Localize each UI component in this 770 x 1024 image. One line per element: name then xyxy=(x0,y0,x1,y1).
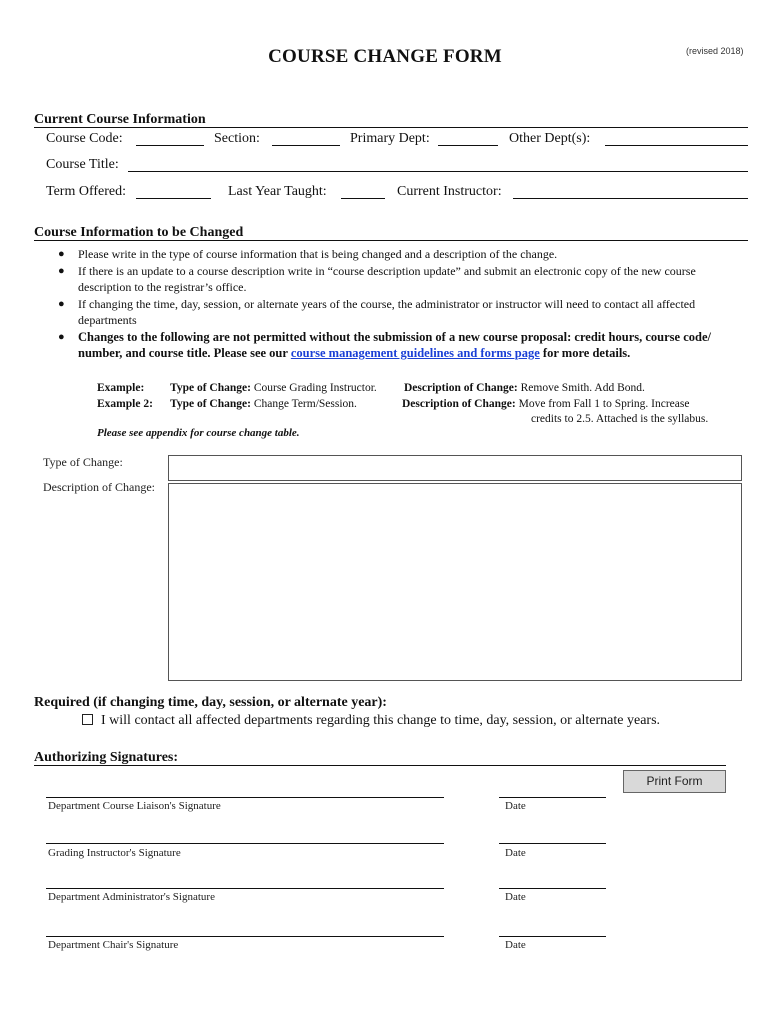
contact-departments-checkbox[interactable] xyxy=(82,714,93,725)
section-label: Section: xyxy=(214,131,260,146)
course-code-field[interactable] xyxy=(136,132,204,146)
current-course-heading: Current Course Information xyxy=(34,112,206,127)
primary-dept-label: Primary Dept: xyxy=(350,131,430,146)
page-title: COURSE CHANGE FORM xyxy=(268,46,502,67)
other-dept-label: Other Dept(s): xyxy=(509,131,591,146)
last-year-taught-field[interactable] xyxy=(341,185,385,199)
last-year-taught-label: Last Year Taught: xyxy=(228,184,327,199)
instructor-date-line[interactable] xyxy=(499,843,606,844)
administrator-signature-line[interactable] xyxy=(46,888,444,889)
administrator-date-line[interactable] xyxy=(499,888,606,889)
bullet-icon: ● xyxy=(58,264,65,277)
current-instructor-field[interactable] xyxy=(513,185,748,199)
example2-desc: Description of Change: Move from Fall 1 to Spring. Increase xyxy=(402,398,690,410)
type-of-change-input[interactable] xyxy=(168,455,742,481)
liaison-signature-line[interactable] xyxy=(46,797,444,798)
list-item: ● Changes to the following are not permitted without the submission of a new course proposal: credit hours, course code/ number, and course title. Please see our course management guidelines and forms page for more details. xyxy=(58,329,711,360)
section-field[interactable] xyxy=(272,132,340,146)
signatures-rule xyxy=(34,765,726,766)
primary-dept-field[interactable] xyxy=(438,132,498,146)
example2-desc-cont: credits to 2.5. Attached is the syllabus. xyxy=(531,413,709,425)
liaison-signature-label: Department Course Liaison's Signature xyxy=(48,800,221,812)
list-item: ● Please write in the type of course information that is being changed and a description of the change. xyxy=(58,247,558,261)
type-of-change-label: Type of Change: xyxy=(43,455,123,469)
description-textarea[interactable] xyxy=(168,483,742,681)
course-title-field[interactable] xyxy=(128,158,748,172)
print-form-button[interactable]: Print Form xyxy=(623,770,726,793)
chair-date-label: Date xyxy=(505,939,526,951)
change-info-heading: Course Information to be Changed xyxy=(34,225,244,240)
instructor-signature-label: Grading Instructor's Signature xyxy=(48,847,181,859)
change-info-rule xyxy=(34,240,748,241)
course-code-label: Course Code: xyxy=(46,131,123,146)
administrator-date-label: Date xyxy=(505,891,526,903)
instructor-signature-line[interactable] xyxy=(46,843,444,844)
revision-note: (revised 2018) xyxy=(686,46,744,56)
example1-type: Type of Change: Course Grading Instructor. xyxy=(170,382,377,394)
appendix-note: Please see appendix for course change table. xyxy=(97,427,300,439)
other-dept-field[interactable] xyxy=(605,132,748,146)
required-heading: Required (if changing time, day, session, or alternate year): xyxy=(34,695,387,710)
instructions-list xyxy=(34,246,750,362)
list-item: ● If there is an update to a course description write in “course description update” and submit an electronic copy of the new course description to the registrar’s office. xyxy=(58,263,696,294)
example1-label: Example: xyxy=(97,382,145,394)
course-title-label: Course Title: xyxy=(46,157,119,172)
term-offered-field[interactable] xyxy=(136,185,211,199)
chair-signature-label: Department Chair's Signature xyxy=(48,939,179,951)
list-item: ● If changing the time, day, session, or alternate years of the course, the administrator or instructor will need to contact all affected departments xyxy=(58,296,696,327)
contact-departments-checkbox-row[interactable]: I will contact all affected departments regarding this change to time, day, session, or alternate years. xyxy=(82,713,660,729)
guidelines-link[interactable]: course management guidelines and forms page xyxy=(290,346,540,360)
bullet-icon: ● xyxy=(58,330,65,343)
bullet-icon: ● xyxy=(58,248,65,260)
description-label: Description of Change: xyxy=(43,480,155,494)
liaison-date-line[interactable] xyxy=(499,797,606,798)
example2-label: Example 2: xyxy=(97,398,153,410)
liaison-date-label: Date xyxy=(505,800,526,812)
signatures-heading: Authorizing Signatures: xyxy=(34,750,179,765)
example2-type: Type of Change: Change Term/Session. xyxy=(170,398,357,410)
chair-signature-line[interactable] xyxy=(46,936,444,937)
instructor-date-label: Date xyxy=(505,847,526,859)
bullet-icon: ● xyxy=(58,297,65,310)
current-instructor-label: Current Instructor: xyxy=(397,184,502,199)
chair-date-line[interactable] xyxy=(499,936,606,937)
administrator-signature-label: Department Administrator's Signature xyxy=(48,891,215,903)
term-offered-label: Term Offered: xyxy=(46,184,127,199)
current-course-rule xyxy=(34,127,748,128)
example1-desc: Description of Change: Remove Smith. Add Bond. xyxy=(404,382,645,394)
